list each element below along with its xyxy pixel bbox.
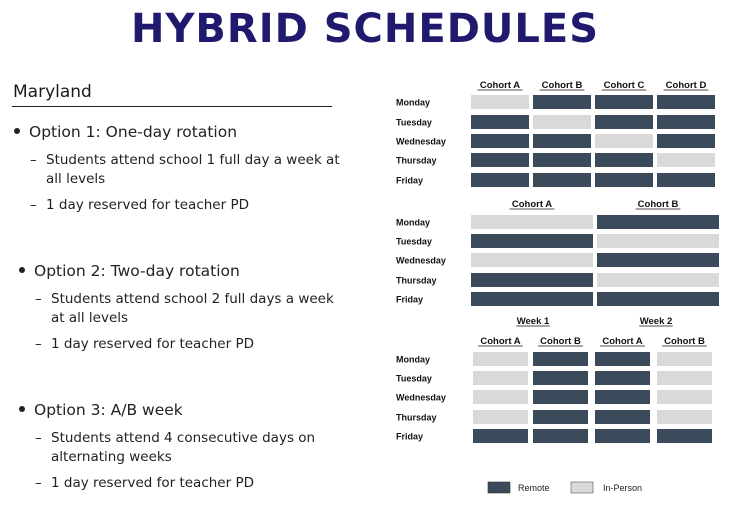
grid3-cell-in-person bbox=[657, 371, 712, 385]
option-2-bullet-2: – 1 day reserved for teacher PD bbox=[35, 336, 254, 352]
grid1-cell-in-person bbox=[533, 115, 591, 129]
grid1-cell-remote bbox=[657, 115, 715, 129]
option-3-bullet-1: – Students attend 4 consecutive days on alternating weeks bbox=[35, 430, 316, 465]
grid3-day-label: Wednesday bbox=[396, 392, 446, 403]
option-1-bullet-1: – Students attend school 1 full day a week at all levels bbox=[30, 152, 340, 187]
grid3-cell-remote bbox=[657, 429, 712, 443]
grid3-week-header: Week 1 bbox=[516, 316, 550, 327]
grid1-day-label: Wednesday bbox=[396, 136, 446, 147]
legend-in-person-swatch bbox=[571, 482, 593, 493]
grid3-cell-in-person bbox=[473, 390, 528, 404]
state-heading: Maryland bbox=[13, 82, 92, 102]
grid3-column-header: Cohort B bbox=[664, 336, 705, 347]
grid1-cell-remote bbox=[595, 115, 653, 129]
grid2-day-label: Wednesday bbox=[396, 255, 446, 266]
grid1-cell-in-person bbox=[595, 134, 653, 148]
grid1-column-header: Cohort C bbox=[603, 80, 645, 91]
grid1-cell-remote bbox=[471, 173, 529, 187]
grid1-cell-remote bbox=[657, 95, 715, 109]
grid1-cell-remote bbox=[533, 95, 591, 109]
grid3-cell-remote bbox=[533, 410, 588, 424]
grid1-cell-remote bbox=[471, 115, 529, 129]
grid1-column-header: Cohort D bbox=[665, 80, 707, 91]
legend-in-person-label: In-Person bbox=[603, 483, 643, 493]
grid1-cell-remote bbox=[595, 173, 653, 187]
grid1-cell-in-person bbox=[657, 153, 715, 167]
grid3-column-header: Cohort B bbox=[540, 336, 581, 347]
grid3-cell-remote bbox=[595, 429, 650, 443]
grid3-cell-remote bbox=[595, 371, 650, 385]
grid1-cell-remote bbox=[471, 153, 529, 167]
grid2-column-header: Cohort B bbox=[637, 199, 679, 210]
grid2-cell-in-person bbox=[597, 273, 719, 287]
grid3-day-label: Tuesday bbox=[396, 373, 432, 384]
grid2-cell-remote bbox=[597, 253, 719, 267]
grid3-cell-remote bbox=[533, 371, 588, 385]
grid1-column-header: Cohort A bbox=[479, 80, 521, 91]
grid1-cell-remote bbox=[471, 134, 529, 148]
grid2-cell-in-person bbox=[471, 215, 593, 229]
legend-remote-swatch bbox=[488, 482, 510, 493]
grid3-cell-in-person bbox=[473, 410, 528, 424]
page-title: HYBRID SCHEDULES bbox=[130, 6, 599, 52]
grid1-cell-in-person bbox=[471, 95, 529, 109]
option-1-bullet-2: – 1 day reserved for teacher PD bbox=[30, 197, 249, 213]
grid3-week-header: Week 2 bbox=[639, 316, 673, 327]
grid2-cell-remote bbox=[597, 292, 719, 306]
grid1-cell-remote bbox=[595, 153, 653, 167]
grid3-day-label: Friday bbox=[396, 431, 424, 442]
legend-remote-label: Remote bbox=[518, 483, 550, 493]
grid1-cell-remote bbox=[533, 153, 591, 167]
grid1-day-label: Thursday bbox=[396, 155, 437, 166]
grid1-cell-remote bbox=[595, 95, 653, 109]
grid2-cell-remote bbox=[471, 234, 593, 248]
grid2-day-label: Tuesday bbox=[396, 236, 432, 247]
grid3-day-label: Monday bbox=[396, 354, 431, 365]
grid3-day-label: Thursday bbox=[396, 412, 437, 423]
grid3-cell-in-person bbox=[473, 371, 528, 385]
grid2-cell-remote bbox=[471, 273, 593, 287]
grid2-day-label: Thursday bbox=[396, 275, 437, 286]
grid2-cell-in-person bbox=[471, 253, 593, 267]
grid3-cell-in-person bbox=[473, 352, 528, 366]
grid2-cell-in-person bbox=[597, 234, 719, 248]
grid2-day-label: Monday bbox=[396, 217, 431, 228]
grid1-cell-remote bbox=[533, 134, 591, 148]
option-2-bullet-1: – Students attend school 2 full days a week at all levels bbox=[35, 291, 334, 326]
grid1-cell-remote bbox=[657, 134, 715, 148]
grid3-cell-remote bbox=[533, 352, 588, 366]
grid1-cell-remote bbox=[657, 173, 715, 187]
grid3-column-header: Cohort A bbox=[602, 336, 643, 347]
grid3-cell-remote bbox=[595, 352, 650, 366]
grid1-day-label: Monday bbox=[396, 97, 431, 108]
grid2-cell-remote bbox=[597, 215, 719, 229]
grid3-cell-remote bbox=[595, 390, 650, 404]
option-3-label: Option 3: A/B week bbox=[34, 401, 183, 419]
grid2-cell-remote bbox=[471, 292, 593, 306]
option-2-label: Option 2: Two-day rotation bbox=[34, 262, 240, 280]
grid3-cell-remote bbox=[473, 429, 528, 443]
grid1-column-header: Cohort B bbox=[541, 80, 583, 91]
grid3-cell-remote bbox=[595, 410, 650, 424]
grid1-cell-remote bbox=[533, 173, 591, 187]
grid2-column-header: Cohort A bbox=[511, 199, 553, 210]
option-3-bullet-2: – 1 day reserved for teacher PD bbox=[35, 475, 254, 491]
grid3-cell-in-person bbox=[657, 410, 712, 424]
grid1-day-label: Friday bbox=[396, 175, 424, 186]
grid3-cell-remote bbox=[533, 429, 588, 443]
grid2-day-label: Friday bbox=[396, 294, 424, 305]
grid1-day-label: Tuesday bbox=[396, 117, 432, 128]
option-1-label: Option 1: One-day rotation bbox=[29, 123, 238, 141]
grid3-cell-in-person bbox=[657, 352, 712, 366]
grid3-cell-in-person bbox=[657, 390, 712, 404]
grid3-cell-remote bbox=[533, 390, 588, 404]
grid3-column-header: Cohort A bbox=[480, 336, 521, 347]
